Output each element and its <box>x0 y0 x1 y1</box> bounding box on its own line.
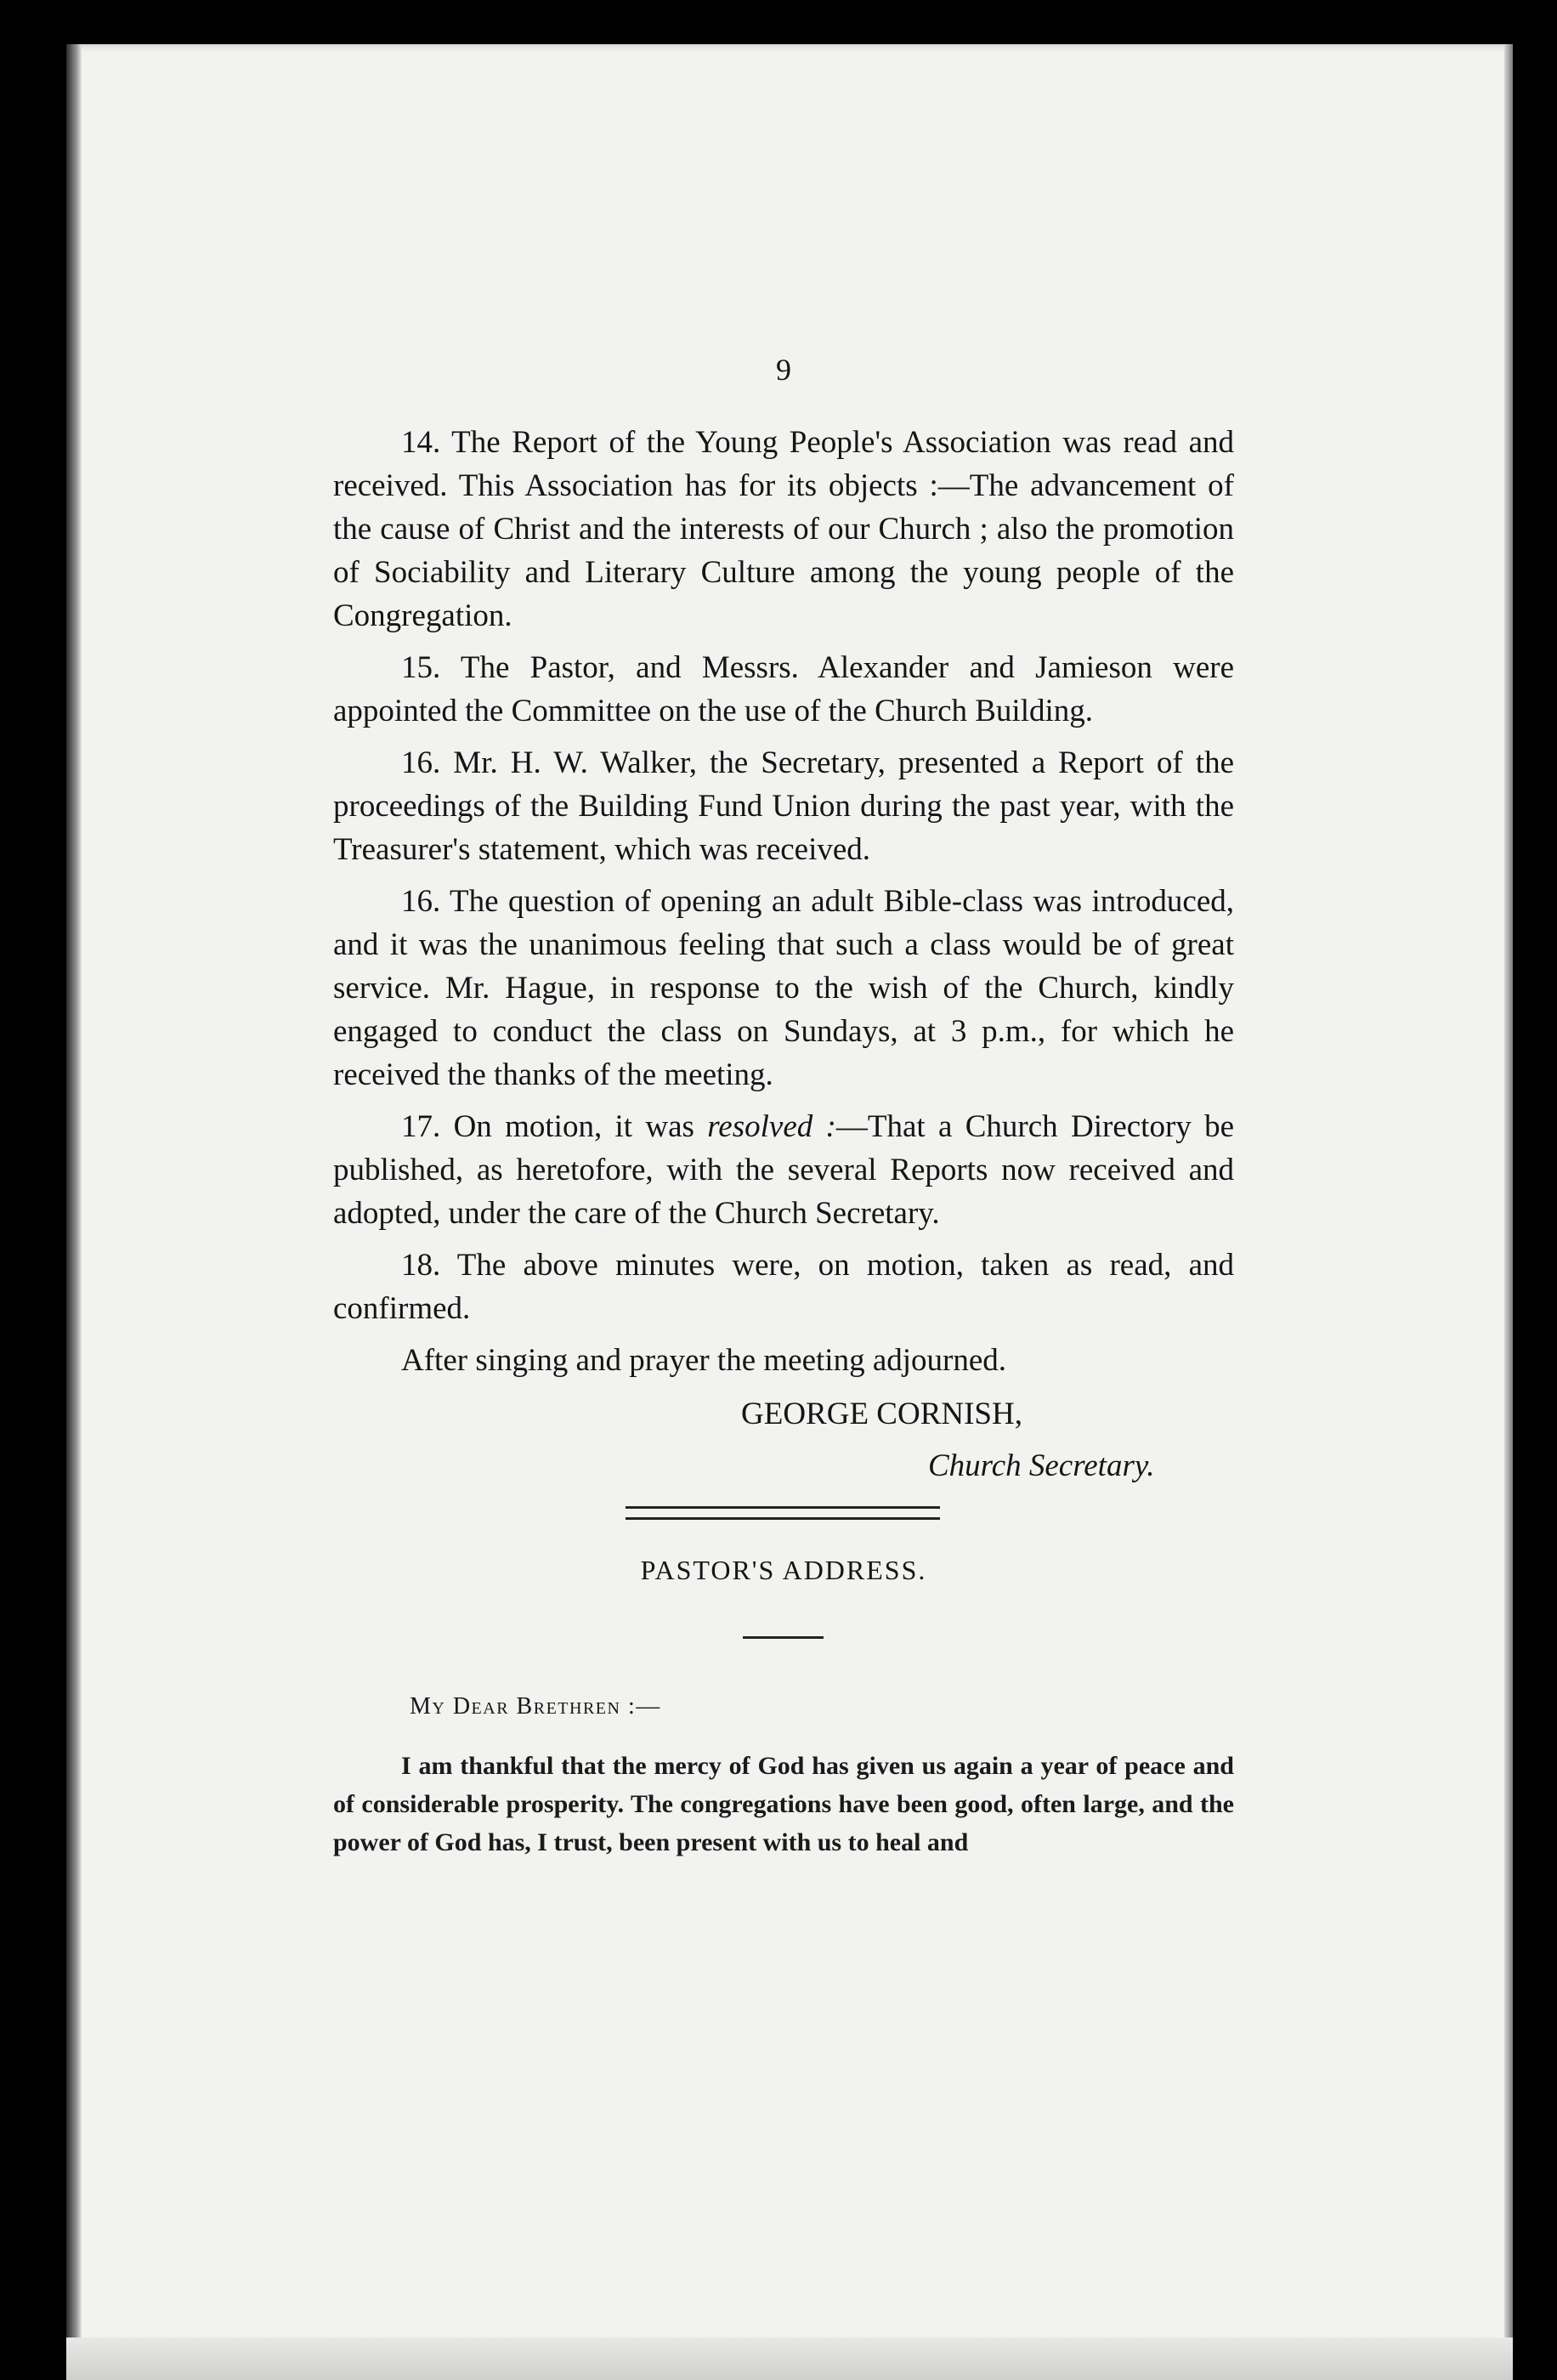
double-rule-divider <box>626 1506 940 1520</box>
minute-14: 14. The Report of the Young People's Association was read and received. This Association has for its objects :—The advancement of the cause of Christ and the interests of our Church ; also the promotion of Sociability and Literary Culture among the young people of the Congregation. <box>333 425 1234 633</box>
page-content <box>333 348 1234 1887</box>
minute-16-report: 16. Mr. H. W. Walker, the Secretary, presented a Report of the proceedings of the Building Fund Union during the past year, with the Treasurer's statement, which was received. <box>333 745 1234 867</box>
address-body: I am thankful that the mercy of God has given us again a year of peace and of considerable prosperity. The congregations have been good, often large, and the power of God has, I trust, been present with us to heal and <box>333 1752 1234 1856</box>
book-spine <box>66 44 82 2380</box>
minute-16-bible-class: 16. The question of opening an adult Bible-class was introduced, and it was the unanimous feeling that such a class would be of great service. Mr. Hague, in response to the wish of the Church, kindly engaged to conduct the class on Sundays, at 3 p.m., for which he received the thanks of the meeting. <box>333 884 1234 1092</box>
minute-17 <box>333 1105 1234 1235</box>
minute-17-rest: —That a Church Directory be published, as heretofore, with the several Reports now received and adopted, under the care of the Church Secretary. <box>333 1109 1235 1231</box>
minute-18: 18. The above minutes were, on motion, taken as read, and confirmed. <box>333 1248 1234 1326</box>
signature-name: GEORGE CORNISH, <box>741 1397 1022 1431</box>
page-number: 9 <box>776 353 791 387</box>
section-heading: PASTOR'S ADDRESS. <box>640 1555 927 1585</box>
page-right-edge <box>1504 44 1513 2380</box>
short-rule-divider <box>743 1636 824 1639</box>
salutation: My Dear Brethren :— <box>410 1693 661 1720</box>
page-bottom-edge <box>66 2338 1513 2380</box>
minute-15: 15. The Pastor, and Messrs. Alexander and Jamieson were appointed the Committee on the use of the Church Building. <box>333 650 1234 728</box>
minute-17-emphasis: resolved : <box>707 1109 836 1144</box>
closing-line: After singing and prayer the meeting adjourned. <box>401 1343 1007 1378</box>
minute-17-lead: 17. On motion, it was <box>401 1109 708 1144</box>
signature-title: Church Secretary. <box>928 1448 1155 1483</box>
